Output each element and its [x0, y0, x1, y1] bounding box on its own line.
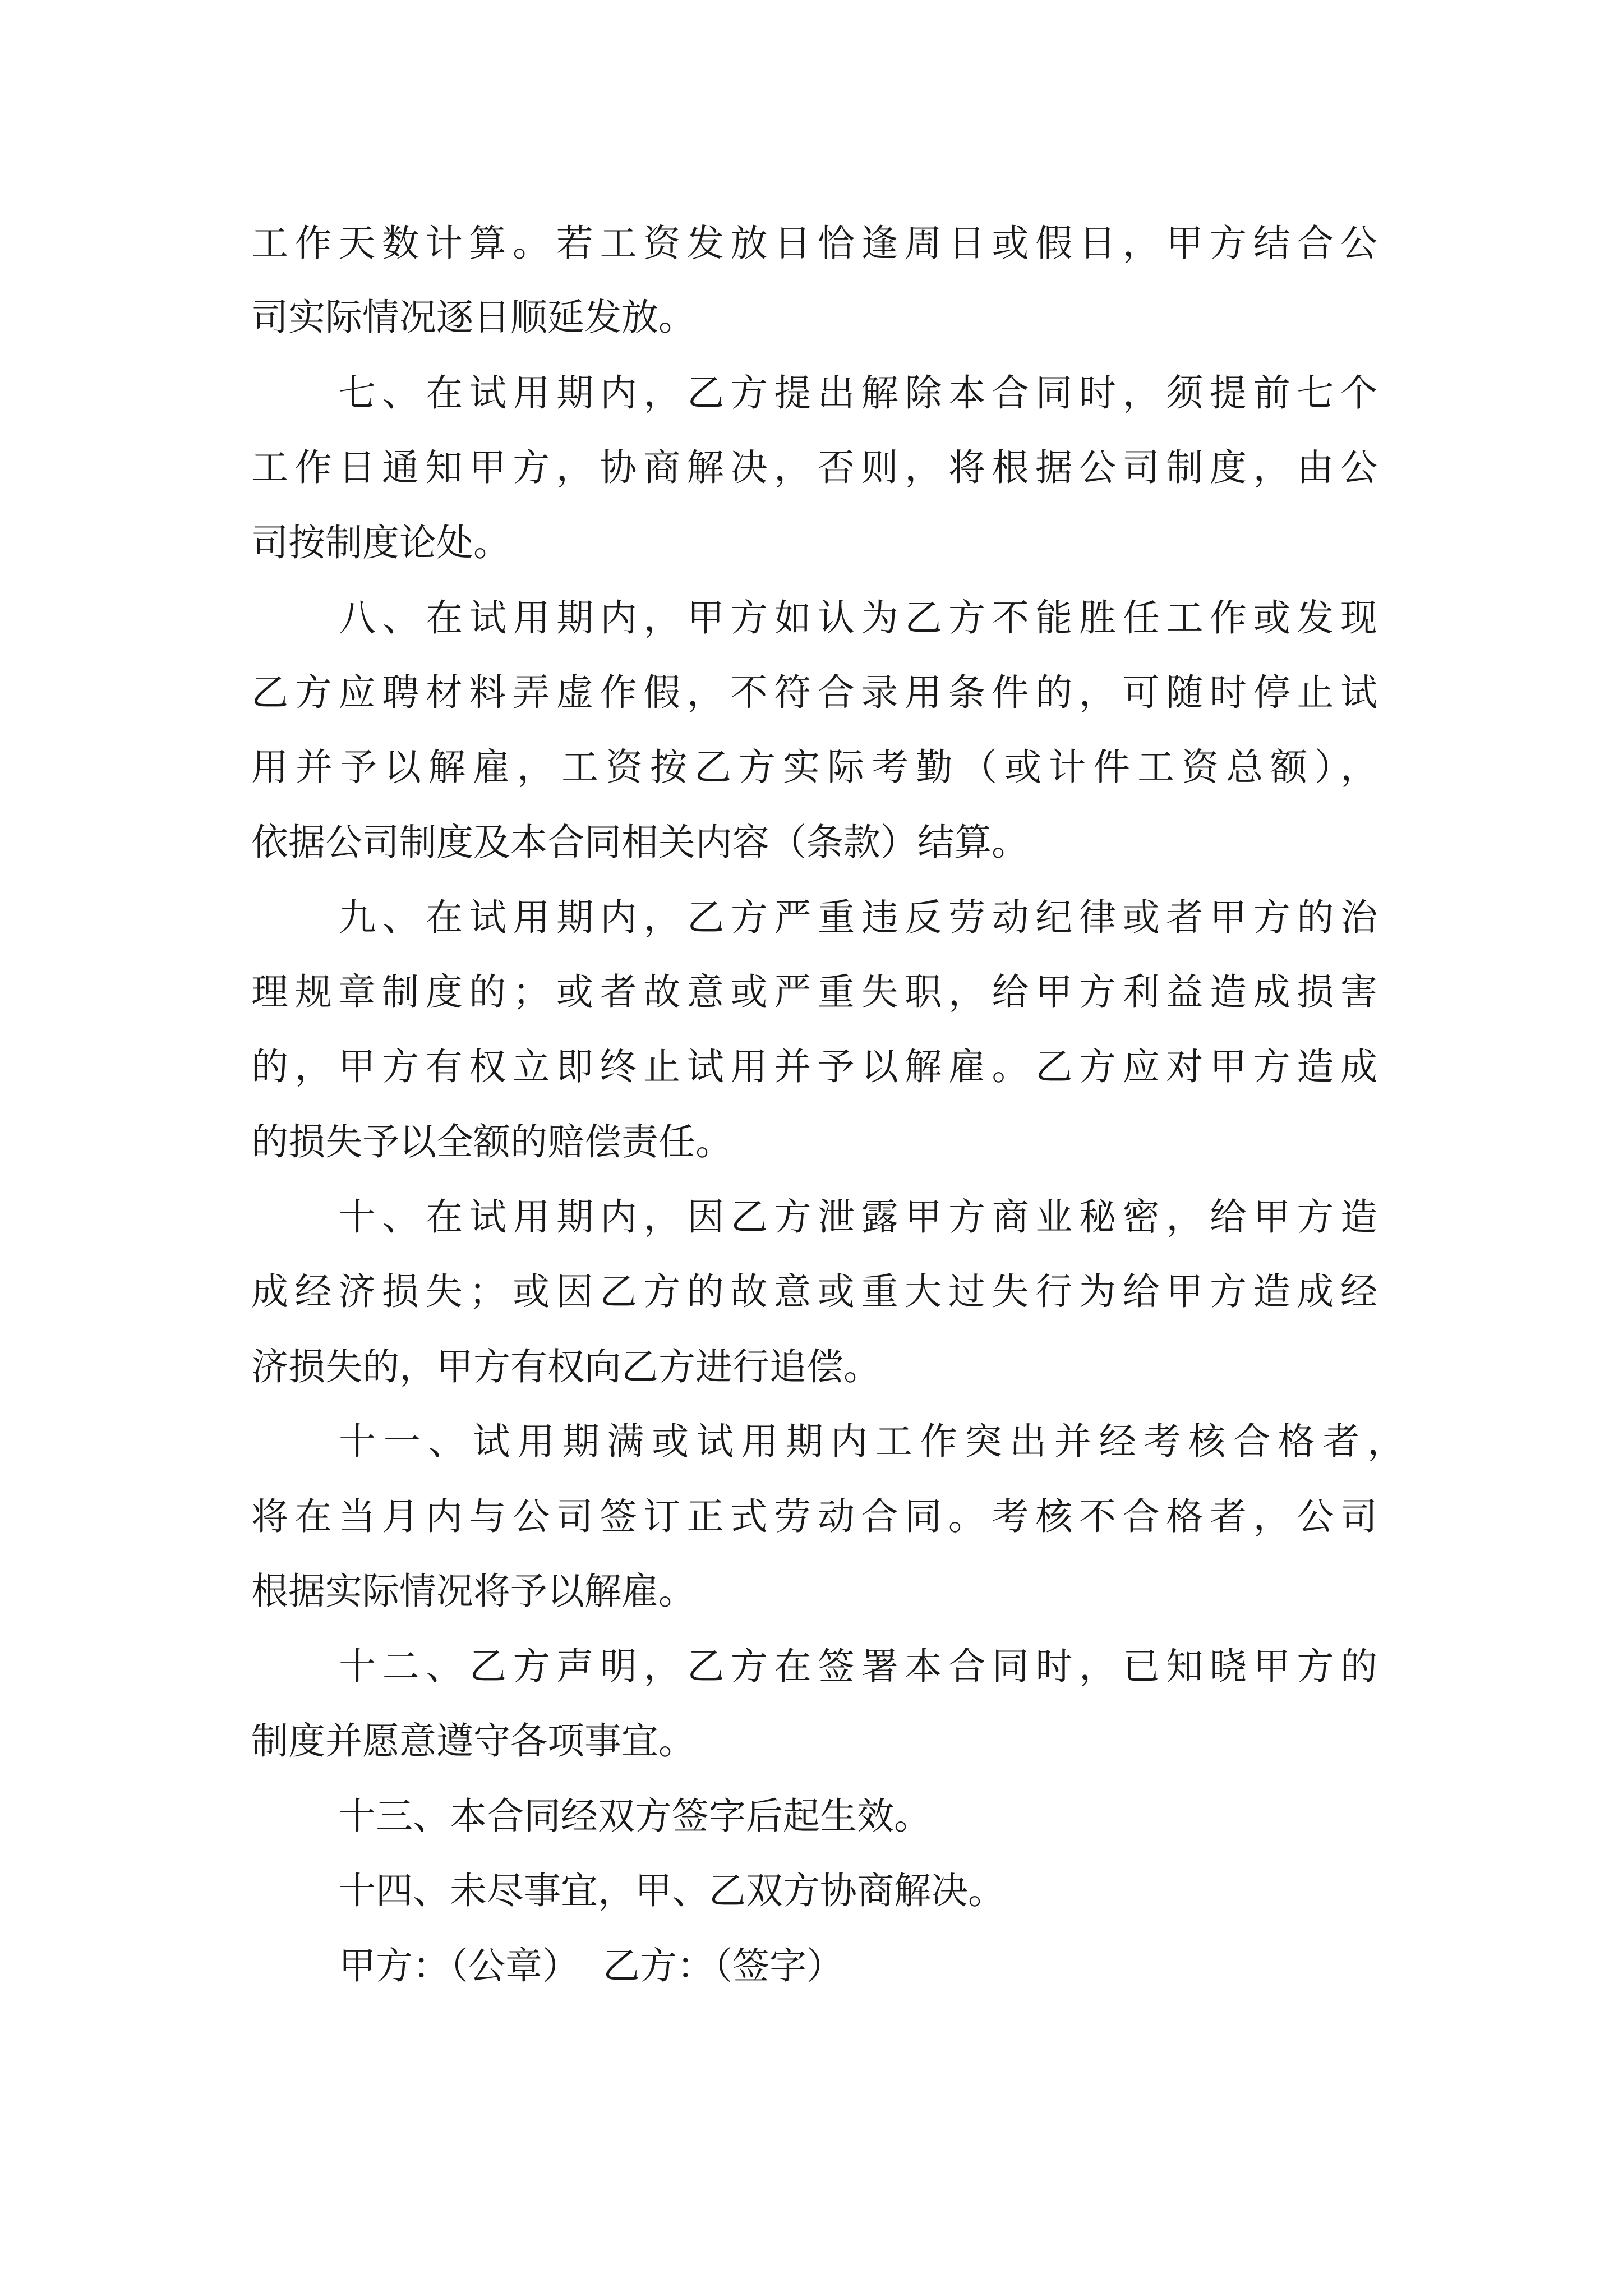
text-line: 的损失予以全额的赔偿责任。: [251, 1120, 732, 1163]
clause-9-line: 九、在试用期内，乙方严重违反劳动纪律或者甲方的治: [339, 896, 1377, 939]
text-line: 制度并愿意遵守各项事宜。: [251, 1719, 695, 1763]
text-line: 成经济损失；或因乙方的故意或重大过失行为给甲方造成经: [251, 1270, 1377, 1313]
clause-11-line: 十一、试用期满或试用期内工作突出并经考核合格者，: [339, 1420, 1404, 1463]
text-line: 用并予以解雇，工资按乙方实际考勤（或计件工资总额），: [251, 746, 1377, 789]
text-line: 工作日通知甲方，协商解决，否则，将根据公司制度，由公: [251, 446, 1377, 489]
clause-13-line: 十三、本合同经双方签字后起生效。: [339, 1795, 931, 1838]
clause-12-line: 十二、乙方声明，乙方在签署本合同时，已知晓甲方的: [339, 1645, 1377, 1688]
text-line: 根据实际情况将予以解雇。: [251, 1570, 695, 1613]
text-line: 司实际情况逐日顺延发放。: [251, 296, 695, 339]
clause-8-line: 八、在试用期内，甲方如认为乙方不能胜任工作或发现: [339, 596, 1377, 639]
text-line: 乙方应聘材料弄虚作假，不符合录用条件的，可随时停止试: [251, 671, 1377, 714]
text-line: 将在当月内与公司签订正式劳动合同。考核不合格者，公司: [251, 1495, 1377, 1538]
text-line: 理规章制度的；或者故意或严重失职，给甲方利益造成损害: [251, 970, 1377, 1014]
signature-line: 甲方：（公章） 乙方：（签字）: [339, 1944, 843, 1987]
clause-10-line: 十、在试用期内，因乙方泄露甲方商业秘密，给甲方造: [339, 1195, 1377, 1239]
text-line: 的，甲方有权立即终止试用并予以解雇。乙方应对甲方造成: [251, 1045, 1377, 1088]
text-line: 工作天数计算。若工资发放日恰逢周日或假日，甲方结合公: [251, 222, 1377, 265]
text-line: 司按制度论处。: [251, 521, 510, 564]
clause-7-line: 七、在试用期内，乙方提出解除本合同时，须提前七个: [339, 371, 1377, 415]
text-line: 依据公司制度及本合同相关内容（条款）结算。: [251, 821, 1029, 864]
clause-14-line: 十四、未尽事宜，甲、乙双方协商解决。: [339, 1869, 1005, 1912]
text-line: 济损失的，甲方有权向乙方进行追偿。: [251, 1345, 880, 1388]
